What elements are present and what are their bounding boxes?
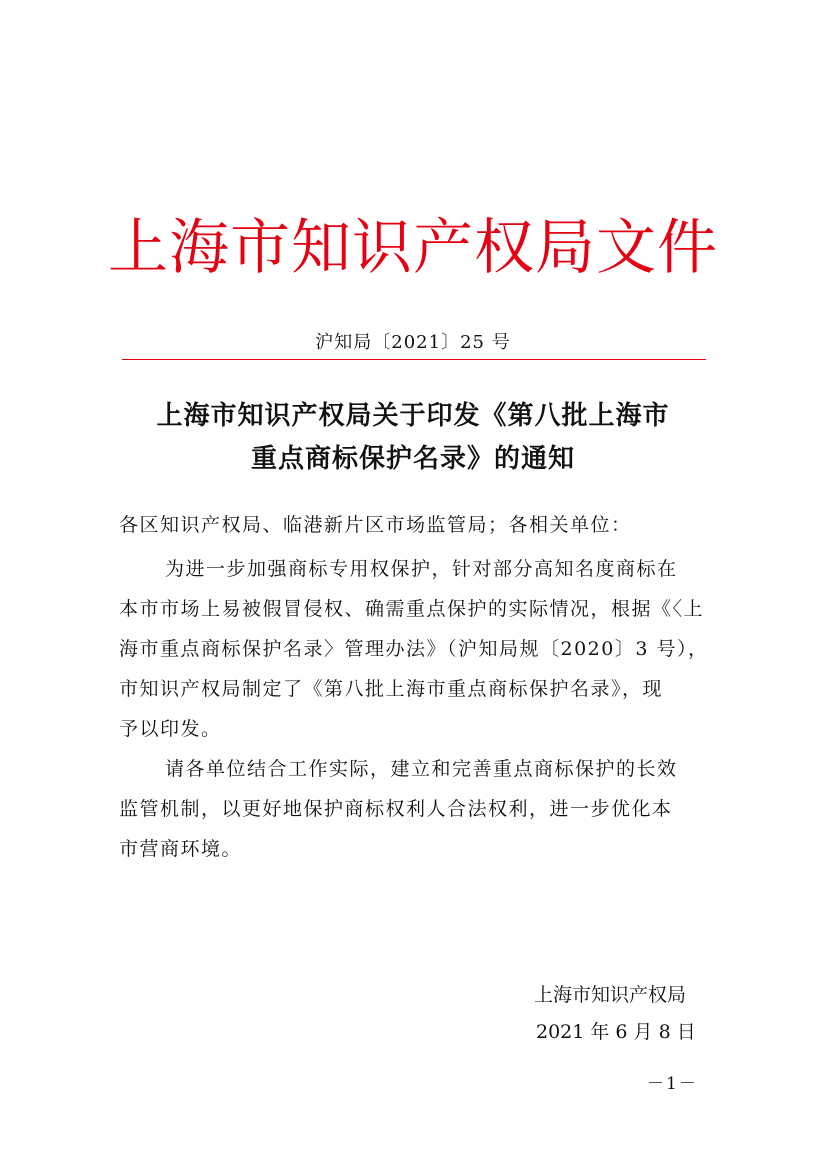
red-divider-line: [122, 359, 706, 360]
paragraph-1-line: 本市市场上易被假冒侵权、确需重点保护的实际情况，根据《〈上: [119, 598, 705, 620]
salutation: 各区知识产权局、临港新片区市场监管局；各相关单位：: [119, 514, 632, 536]
page-number: －1－: [647, 1074, 698, 1094]
document-header-title: 上海市知识产权局文件: [108, 213, 718, 283]
paragraph-1-line: 市知识产权局制定了《第八批上海市重点商标保护名录》，现: [119, 678, 664, 700]
paragraph-1-line: 为进一步加强商标专用权保护，针对部分高知名度商标在: [165, 558, 678, 580]
paragraph-1-line: 海市重点商标保护名录〉管理办法》（沪知局规〔2020〕3 号），: [119, 638, 709, 660]
paragraph-2-line: 请各单位结合工作实际，建立和完善重点商标保护的长效: [165, 758, 678, 780]
notice-title-line-1: 上海市知识产权局关于印发《第八批上海市: [156, 401, 670, 431]
signature-date: 2021 年 6 月 8 日: [536, 1021, 696, 1043]
signature-organization: 上海市知识产权局: [534, 984, 687, 1006]
paragraph-1-line: 予以印发。: [119, 718, 222, 740]
paragraph-2-line: 监管机制，以更好地保护商标权利人合法权利，进一步优化本: [119, 798, 673, 820]
notice-title-line-2: 重点商标保护名录》的通知: [250, 444, 575, 474]
paragraph-2-line: 市营商环境。: [119, 838, 243, 860]
document-number: 沪知局〔2021〕25 号: [315, 332, 511, 353]
